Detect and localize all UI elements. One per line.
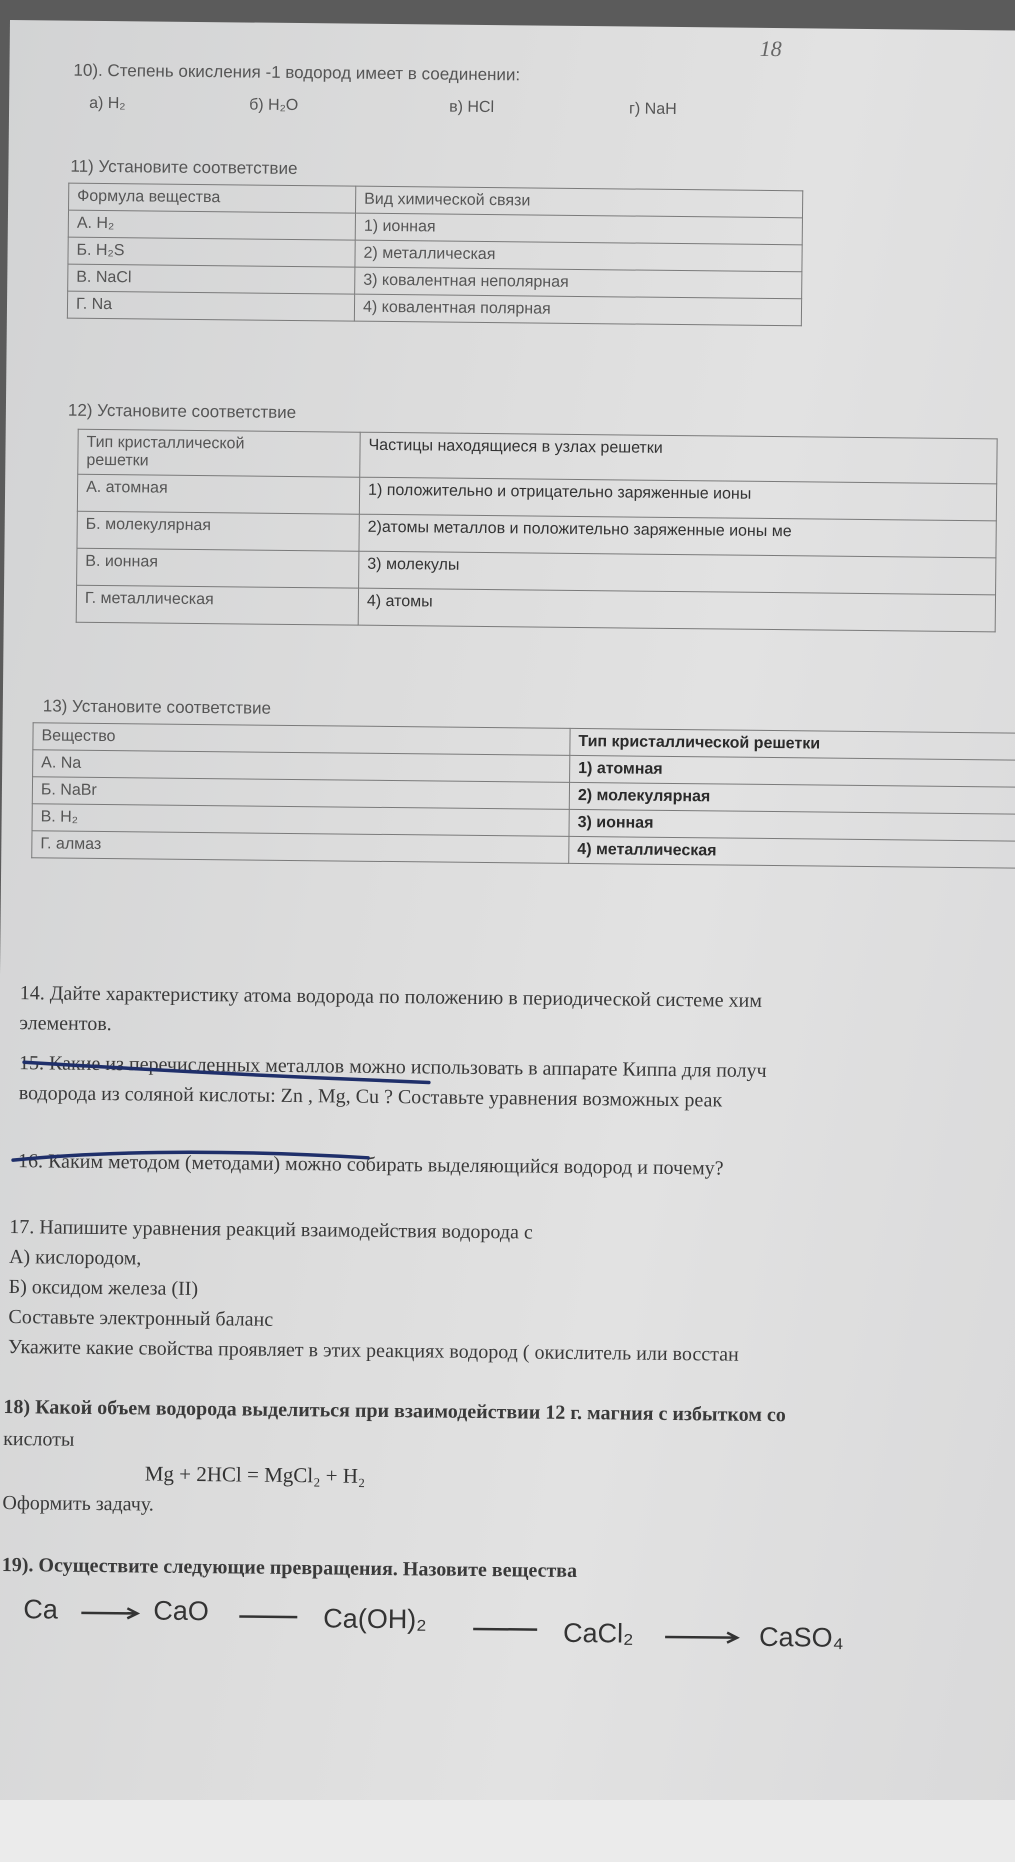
arrow-right-icon <box>79 1605 143 1622</box>
q13-title: 13) Установите соответствие <box>42 696 272 718</box>
q11-header-left: Формула вещества <box>69 183 356 213</box>
q10-text: 10). Степень окисления -1 водород имеет в соединении: <box>73 60 521 85</box>
q11-title: 11) Установите соответствие <box>70 156 298 179</box>
q18-line2: кислоты <box>3 1428 75 1451</box>
q12-cell: Г. металлическая <box>76 585 358 625</box>
q12-header-left-line1: Тип кристаллической <box>86 433 245 453</box>
q11-cell: В. NaCl <box>68 264 355 294</box>
q15-line2: водорода из соляной кислоты: Zn , Mg, Cu ? Составьте уравнения возможных реак <box>18 1082 723 1112</box>
q12-cell: 1) положительно и отрицательно заряженные ионы <box>359 477 996 521</box>
q13-cell: 4) металлическая <box>569 836 1015 868</box>
q19-chain-ca: Ca <box>23 1594 59 1625</box>
q18-line3: Оформить задачу. <box>2 1492 154 1516</box>
q11-cell: Б. H₂S <box>68 237 355 267</box>
q11-cell: 2) металлическая <box>355 240 802 272</box>
q13-table <box>31 722 1015 869</box>
q12-cell: 3) молекулы <box>359 551 996 595</box>
q13-cell: А. Na <box>33 750 570 783</box>
q17-line2: А) кислородом, <box>8 1246 142 1270</box>
q12-table <box>76 429 998 633</box>
q10-option-c: в) HCl <box>449 98 495 117</box>
q15-line1: 15. Какие из перечисленных металлов можно использовать в аппарате Киппа для получ <box>18 1052 767 1082</box>
q13-cell: Б. NaBr <box>32 777 569 810</box>
q12-cell: 4) атомы <box>358 588 995 632</box>
pen-strike-q15 <box>19 1050 439 1094</box>
q12-cell: Б. молекулярная <box>77 511 359 551</box>
q16-line1: 16. Каким методом (методами) можно собирать выделяющийся водород и почему? <box>17 1150 724 1180</box>
q12-cell: А. атомная <box>77 474 359 514</box>
q19-line1: 19). Осуществите следующие превращения. Назовите вещества <box>1 1553 578 1583</box>
q12-header-left-line2: решетки <box>86 451 149 470</box>
q18-equation: Mg + 2HCl = MgCl₂ + H₂ <box>144 1461 366 1488</box>
worksheet-page <box>0 20 1015 1821</box>
q19-chain-cao: CaO <box>153 1595 210 1627</box>
q11-cell: 3) ковалентная неполярная <box>355 267 802 299</box>
q19-chain-caoh2: Ca(OH)₂ <box>323 1603 427 1635</box>
q10-option-a: а) H₂ <box>89 94 126 113</box>
q14-line2: элементов. <box>19 1012 112 1036</box>
q11-cell: А. H₂ <box>68 210 355 240</box>
q12-title: 12) Установите соответствие <box>67 400 297 423</box>
q11-cell: 1) ионная <box>355 213 802 245</box>
q17-line4: Составьте электронный баланс <box>8 1306 274 1331</box>
q11-table <box>67 183 803 327</box>
pen-strike-q16 <box>8 1130 388 1174</box>
q19-chain-cacl2: CaCl₂ <box>562 1617 634 1649</box>
q17-line1: 17. Напишите уравнения реакций взаимодействия водорода с <box>9 1216 533 1244</box>
q12-cell: 2)атомы металлов и положительно заряженные ионы ме <box>359 514 996 558</box>
q13-cell: 3) ионная <box>569 809 1015 841</box>
q13-header-right: Тип кристаллической решетки <box>570 728 1015 760</box>
q13-cell: Г. алмаз <box>32 831 569 864</box>
q13-cell: 2) молекулярная <box>569 782 1015 814</box>
arrow-right-icon <box>237 1608 301 1625</box>
q12-header-right: Частицы находящиеся в узлах решетки <box>360 432 997 484</box>
background-surface <box>0 1800 1015 1862</box>
q13-cell: В. H₂ <box>32 804 569 837</box>
q14-line1: 14. Дайте характеристику атома водорода по положению в периодической системе хим <box>19 982 763 1012</box>
q11-cell: Г. Na <box>67 291 354 321</box>
q17-line3: Б) оксидом железа (II) <box>8 1276 199 1301</box>
q11-cell: 4) ковалентная полярная <box>354 294 801 326</box>
page-number: 18 <box>759 35 782 62</box>
arrow-right-icon <box>663 1629 743 1646</box>
q11-header-right: Вид химической связи <box>355 186 802 218</box>
q17-line5: Укажите какие свойства проявляет в этих реакциях водород ( окислитель или восстан <box>7 1336 739 1366</box>
q13-cell: 1) атомная <box>570 755 1015 787</box>
q19-chain-caso4: CaSO₄ <box>758 1621 844 1653</box>
q10-option-b: б) H₂O <box>249 96 299 115</box>
arrow-right-icon <box>471 1621 541 1638</box>
q12-header-left <box>78 429 360 477</box>
q18-line1: 18) Какой объем водорода выделиться при взаимодействии 12 г. магния с избытком со <box>3 1396 786 1427</box>
q12-cell: В. ионная <box>77 548 359 588</box>
q13-header-left: Вещество <box>33 723 570 756</box>
q10-option-d: г) NaH <box>629 100 677 118</box>
